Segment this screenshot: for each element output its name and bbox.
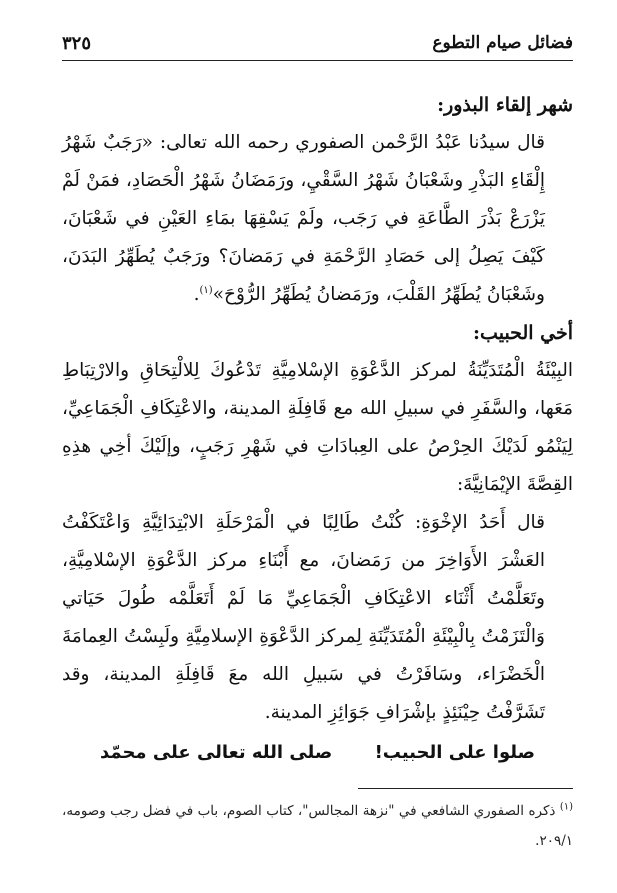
- closing-response: صلى الله تعالى على محمّد: [99, 742, 333, 763]
- main-text: [62, 86, 573, 772]
- footnote: [62, 796, 573, 856]
- running-title: فضائل صيام التطوع: [432, 33, 573, 53]
- section-paragraph: [62, 124, 573, 314]
- sentence-end: .: [193, 284, 200, 305]
- closing-line: [62, 734, 573, 772]
- footnote-rule: [358, 788, 573, 789]
- section-heading: أخي الحبيب:: [473, 322, 573, 344]
- paragraph-text: قال سيدُنا عَبْدُ الرَّحْمن الصفوري رحمه الله تعالى: «رَجَبٌ شَهْرُ إِلْقَاءِ البَذْرِ وشَعْبَانُ شَهْرُ السَّقْيِ، ورَمَضَانُ شَهْرُ الْحَصَادِ، فمَنْ لَمْ يَزْرَعْ بَذْرَ الطَّاعَةِ في رَجَب، ولَمْ يَسْقِهَا بمَاءِ العَيْنِ في شَعْبَانَ، كَيْفَ يَصِلُ إلى حَصَادِ الرَّحْمَةِ في رَمَضانَ؟ ورَجَبٌ يُطَهِّرُ البَدَنَ، وشَعْبَانُ يُطَهِّرُ القَلْبَ، ورَمَضانُ يُطَهِّرُ الرُّوْحَ»: [62, 132, 545, 305]
- running-header: [62, 28, 573, 58]
- story-paragraph: قال أَحَدُ الإخْوَةِ: كُنْتُ طَالِبًا في الْمَرْحَلَةِ الابْتِدَائِيَّةِ وَاعْتَكَفْتُ العَشْرَ الأَوَاخِرَ من رَمَضانَ، مع أَبْنَاءِ مركز الدَّعْوَةِ الإسْلامِيَّةِ، وتَعَلَّمْتُ أَثْنَاء الاعْتِكَافِ الْجَمَاعِيِّ مَا لَمْ أَتَعَلَّمْه طُولَ حَيَاتي وَالْتَزَمْتُ بِالْبِيْئَةِ الْمُتَدَيِّنَةِ لِمركز الدَّعْوَةِ الإسلامِيَّةِ ولَبِسْتُ العِمامَةَ الْخَضْرَاء، وسَافَرْتُ في سَبيلِ الله معَ قَافِلَةِ المدينة، وقد تَشَرَّفْتُ حِيْنَئِذٍ بإشْرَافِ جَوَائِزِ المدينة.: [62, 512, 545, 723]
- section-paragraph: البِيْئَةُ الْمُتَدَيِّنَةُ لمركز الدَّعْوَةِ الإسْلامِيَّةِ تَدْعُوكَ لِلالْتِحَاقِ والارْتِبَاطِ مَعَها، والسَّفَرِ في سبيلِ الله مع قَافِلَةِ المدينة، والاعْتِكَافِ الْجَمَاعِيِّ، لِيَنْمُو لَدَيْكَ الحِرْصُ على العِبادَاتِ في شَهْرِ رَجَبٍ، وإلَيْكَ أخِي هذِهِ القِصَّةَ الإيْمَانِيَّةَ:: [62, 360, 573, 495]
- footnote-text: ذكره الصفوري الشافعي في "نزهة المجالس"، كتاب الصوم، باب في فضل رجب وصومه، ٢٠٩/١.: [62, 803, 573, 849]
- section-heading: شهر إلقاء البذور:: [437, 94, 573, 116]
- header-rule: [62, 60, 573, 61]
- footnote-marker: (١): [199, 284, 213, 296]
- closing-call: صلوا على الحبيب!: [374, 742, 536, 763]
- page-number: ٣٢٥: [62, 32, 92, 54]
- footnote-marker: (١): [559, 801, 573, 813]
